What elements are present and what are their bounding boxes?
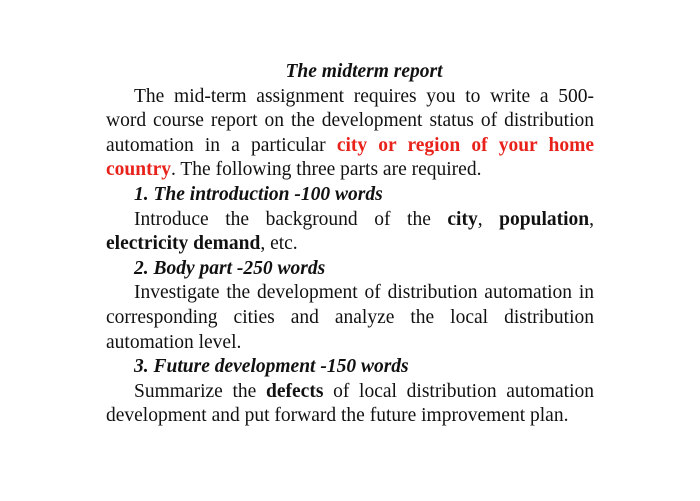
- section-1-text-2: ,: [477, 208, 500, 230]
- document-page: [106, 60, 594, 429]
- document-title: The midterm report: [285, 61, 443, 82]
- intro-text-after: . The following three parts are required.: [171, 159, 482, 181]
- section-3-bold-defects: defects: [266, 380, 324, 402]
- section-3-heading: 3. Future development -150 words: [134, 356, 409, 378]
- section-3-text-2: of local distribution automation development and put forward the future improvement plan.: [106, 380, 594, 427]
- section-1-bold-city: city: [447, 208, 478, 230]
- section-1-text-3: ,: [589, 208, 594, 230]
- section-2-body: Investigate the development of distribution automation in corresponding cities and analyze the local distribution automation level.: [106, 282, 594, 353]
- intro-highlight: city or region of your home country: [106, 134, 594, 181]
- section-1-text-1: Introduce the background of the: [134, 208, 448, 230]
- section-3-text-1: Summarize the: [134, 380, 267, 402]
- intro-text-before: The mid-term assignment requires you to write a 500-word course report on the development status of distribution automation in a particular: [106, 85, 594, 156]
- section-1-bold-electricity-demand: electricity demand: [106, 233, 261, 255]
- section-1-text-4: , etc.: [260, 233, 298, 255]
- section-1-body: [106, 208, 594, 257]
- section-1-heading: 1. The introduction -100 words: [134, 183, 383, 205]
- section-3-body: [106, 380, 594, 429]
- section-1-bold-population: population: [499, 208, 590, 230]
- section-2-heading: 2. Body part -250 words: [134, 257, 326, 279]
- intro-paragraph: [106, 85, 594, 183]
